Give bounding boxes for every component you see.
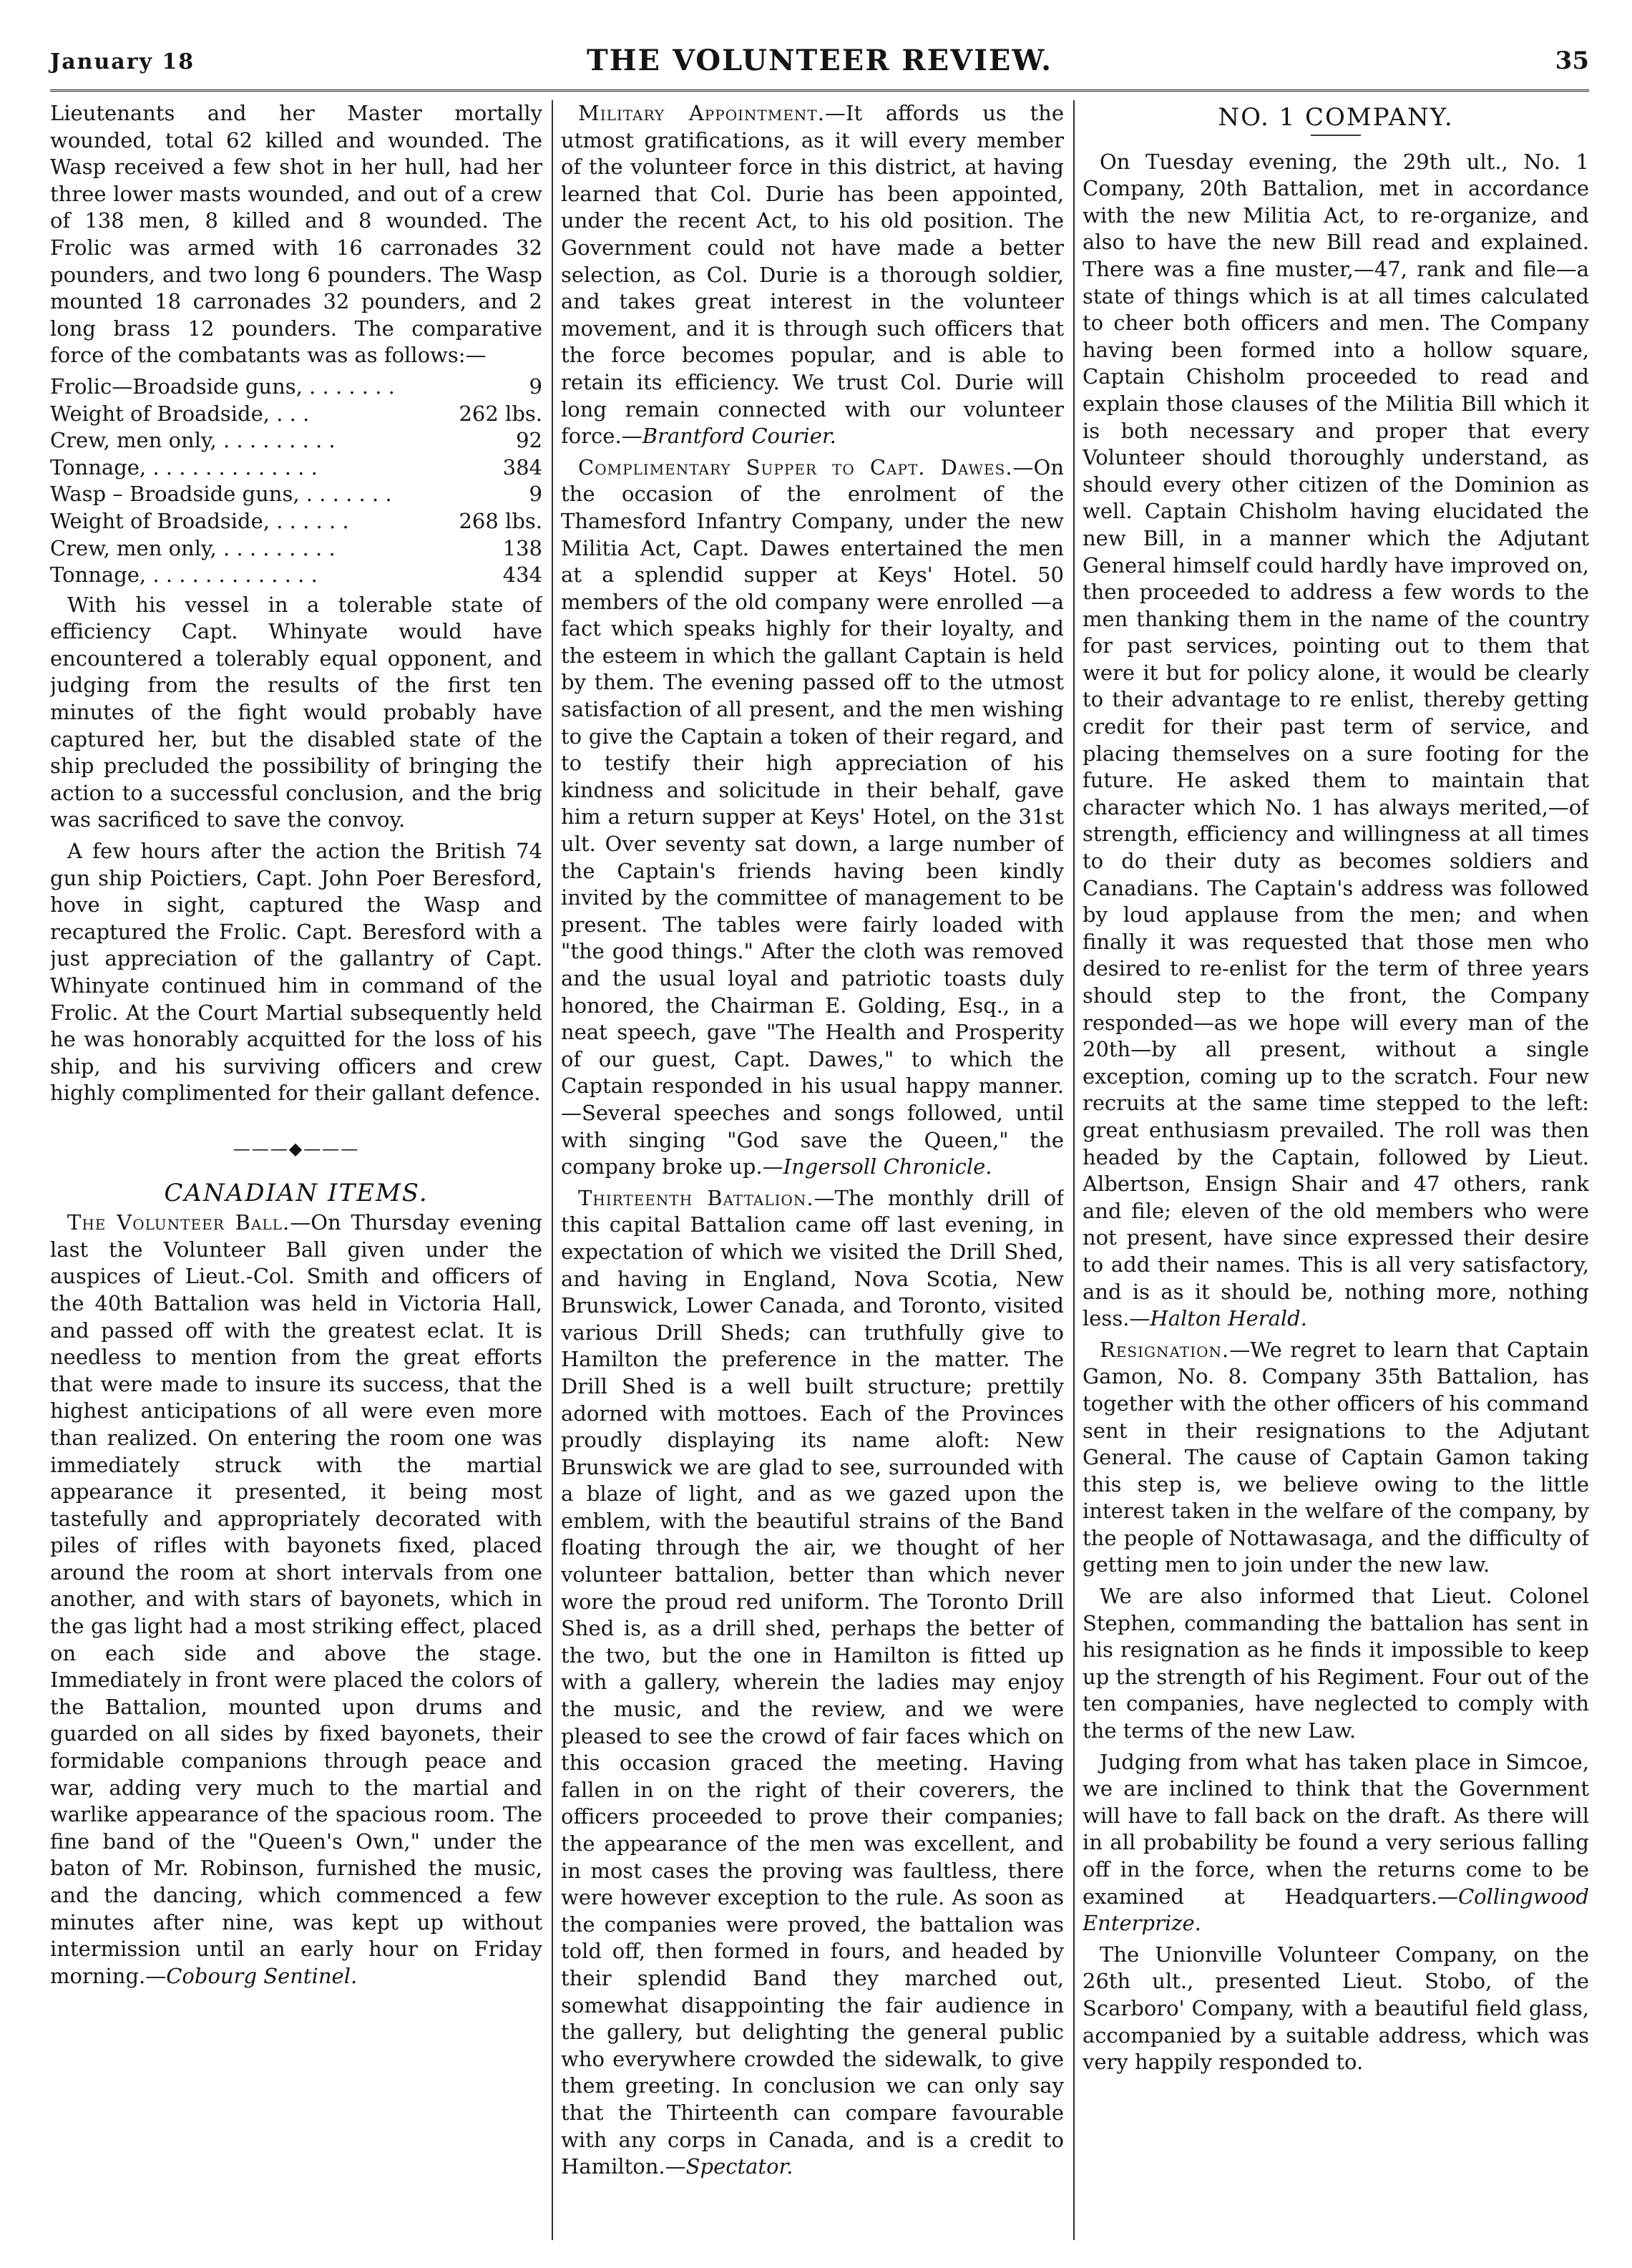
article-body: —We regret to learn that Captain Gamon, No. 8. Company 35th Battalion, has together with the other officers of his command sent in their resignations to the Adjutant General. The cause of Captain Gamon taking this step is, we believe owing to the little interest taken in the welfare of the company, by the people of Nottawasaga, and the difficulty of getting men to join under the new law.: [1083, 1337, 1589, 1577]
force-table-row: [50, 374, 542, 401]
paragraph-lieut-colonel-stephen: We are also informed that Lieut. Colonel Stephen, commanding the battalion has sent in his resignation as he finds it impossible to keep up the strength of his Regiment. Four out of the ten companies, have neglected to comply with the terms of the new Law.: [1083, 1584, 1589, 1743]
force-table-row: [50, 535, 542, 563]
article-body: Judging from what has taken place in Simcoe, we are inclined to think that the Government will have to fall back on the draft. As there will in all probability be found a very serious falling off in the force, when the returns come to be examined at Headquarters.: [1083, 1749, 1589, 1909]
force-table-value: 138: [502, 535, 542, 560]
article-complimentary-supper: [561, 454, 1064, 1181]
force-table-row: [50, 401, 542, 428]
paragraph-unionville: The Unionville Volunteer Company, on the 26th ult., presented Lieut. Stobo, of the Scarboro' Company, with a beautiful field glass, accompanied by a suitable address, which was very happily responded to.: [1083, 1942, 1589, 2075]
force-table-value: 9: [529, 482, 542, 507]
force-table-label: Frolic—Broadside guns, . . . . . . .: [50, 374, 395, 399]
article-volunteer-ball: [50, 1210, 542, 1990]
article-source: —Brantford Courier.: [621, 424, 836, 449]
force-table-label: Tonnage, . . . . . . . . . . . . .: [50, 563, 318, 588]
force-table-value: 268 lbs.: [459, 508, 542, 533]
paragraph-simcoe: [1083, 1749, 1589, 1937]
paragraph-whinyate-vessel: With his vessel in a tolerable state of efficiency Capt. Whinyate would have encountered a tolerably equal opponent, and judging from the results of the first ten minutes of the fight would probably have captured her, but the disabled state of the ship precluded the possibility of bringing the action to a successful conclusion, and the brig was sacrificed to save the convoy.: [50, 592, 542, 832]
article-body: —On the occasion of the enrolment of the Thamesford Infantry Company, under the new Militia Act, Capt. Dawes entertained the men at a splendid supper at Keys' Hotel. 50 members of the old company were enrolled —a fact which speaks highly for their loyalty, and the esteem in which the gallant Captain is held by them. The evening passed off to the utmost satisfaction of all present, and the men wishing to give the Captain a token of their regard, and to testify their high appreciation of his kindness and solicitude in their behalf, gave him a return supper at Keys' Hotel, on the 31st ult. Over seventy sat down, a large number of the Captain's friends having been kindly invited by the committee of management to be present. The tables were fairly loaded with "the good things." After the cloth was removed and the usual loyal and patriotic toasts duly honored, the Chairman E. Golding, Esq., in a neat speech, gave "The Health and Prosperity of our guest, Capt. Dawes," to which the Captain responded in his usual happy manner.—Several speeches and songs followed, until with singing "God save the Queen," the company broke up.: [561, 454, 1064, 1179]
force-table-label: Weight of Broadside, . . .: [50, 401, 310, 426]
article-lead: Military Appointment.: [578, 101, 825, 125]
page-header: [50, 39, 1589, 92]
page-number: 35: [1555, 47, 1589, 75]
force-table-label: Tonnage, . . . . . . . . . . . . .: [50, 454, 318, 480]
article-source: —Ingersoll Chronicle.: [762, 1154, 992, 1179]
article-source: —Cobourg Sentinel.: [145, 1963, 358, 1988]
article-source: —Halton Herald.: [1129, 1306, 1307, 1331]
article-body: —On Thursday evening last the Volunteer Ball given under the auspices of Lieut.-Col. Smith and officers of the 40th Battalion was held in Victoria Hall, and passed off with the greatest eclat. It is needless to mention from the great efforts that were made to insure its success, that the highest anticipations of all were even more than realized. On entering the room one was immediately struck with the martial appearance it presented, it being most tastefully and appropriately decorated with piles of rifles with bayonets fixed, placed around the room at short intervals from one another, and with stars of bayonets, which in the gas light had a most striking effect, placed on each side and above the stage. Immediately in front were placed the colors of the Battalion, mounted upon drums and guarded on all sides by fixed bayonets, their formidable companions through peace and war, adding very much to the martial and warlike appearance of the spacious room. The fine band of the "Queen's Own," under the baton of Mr. Robinson, furnished the music, and the dancing, which commenced a few minutes after nine, was kept up without intermission until an early hour on Friday morning.: [50, 1210, 542, 1988]
force-table-label: Crew, men only, . . . . . . . . .: [50, 535, 336, 560]
force-table-label: Crew, men only, . . . . . . . . .: [50, 428, 336, 453]
section-title-canadian-items: CANADIAN ITEMS.: [164, 1178, 429, 1207]
article-body: On Tuesday evening, the 29th ult., No. 1 Company, 20th Battalion, met in accordance with the new Militia Act, to re-organize, and also to have the new Bill read and explained. There was a fine muster,—47, rank and file—a state of things which is at all times calculated to cheer both officers and men. The Company having been formed into a hollow square, Captain Chisholm proceeded to read and explain those clauses of the Militia Bill which it is both necessary and proper that every Volunteer should thoroughly understand, as should every other citizen of the Dominion as well. Captain Chisholm having elucidated the new Bill, in a manner which the Adjutant General himself could hardly have improved on, then proceeded to address a few words to the men thanking them in the name of the country for past services, pointing out to them that were it but for policy alone, it would be clearly to their advantage to re enlist, thereby getting credit for their past term of service, and placing themselves on a sure footing for the future. He asked them to maintain that character which No. 1 has always merited,—of strength, efficiency and willingness at all times to do their duty as becomes soldiers and Canadians. The Captain's address was followed by loud applause from the men; and when finally it was requested that those men who desired to re-enlist for the term of three years should step to the front, the Company responded—as we hope will every man of the 20th—by all present, without a single exception, coming up to the scratch. Four new recruits at the same time stepped to the left: great enthusiasm prevailed. The roll was then headed by the Captain, followed by Lieut. Albertson, Ensign Shair and 47 others, rank and file; eleven of the old members who were not present, have since expressed their desire to add their names. This is all very satisfactory, and is as it should be, nothing more, nothing less.: [1083, 149, 1589, 1331]
heading-no-1-company: NO. 1 COMPANY.: [1218, 103, 1454, 132]
force-table-row: [50, 427, 542, 454]
article-body: —The monthly drill of this capital Battalion came off last evening, in expectation of which we visited the Drill Shed, and having in England, Nova Scotia, New Brunswick, Lower Canada, and Toronto, visited various Drill Sheds; can truthfully give to Hamilton the preference in the matter. The Drill Shed is a well built structure; prettily adorned with mottoes. Each of the Provinces proudly displaying its name aloft: New Brunswick we are glad to see, surrounded with a blaze of light, and as we gazed upon the emblem, with the beautiful strains of the Band floating through the air, we thought of her volunteer battalion, better than which never wore the proud red uniform. The Toronto Drill Shed is, as a drill shed, perhaps the better of the two, but the one in Hamilton is fitted up with a gallery, wherein the ladies may enjoy the music, and the review, and we were pleased to see the crowd of fair faces which on this occasion graced the meeting. Having fallen in on the right of their coverers, the officers proceeded to prove their companies; the appearance of the men was excellent, and in most cases the proving was faultless, there were however exception to the rule. As soon as the companies were proved, the battalion was told off, then formed in fours, and headed by their splendid Band they marched out, somewhat disappointing the fair audience in the gallery, but delighting the general public who everywhere crowded the sidewalk, to give them greeting. In conclusion we can only say that the Thirteenth can compare favourable with any corps in Canada, and is a credit to Hamilton.: [561, 1185, 1064, 2179]
article-source: —Collingwood Enterprize.: [1083, 1884, 1589, 1936]
force-table-label: Wasp – Broadside guns, . . . . . . .: [50, 482, 392, 507]
article-lead: The Volunteer Ball.: [67, 1210, 290, 1235]
force-table-value: 384: [502, 454, 542, 480]
column-2: [561, 100, 1064, 2240]
column-1: [50, 100, 542, 2240]
heading-rule: [1311, 135, 1361, 136]
paragraph-battle-casualties: Lieutenants and her Master mortally wounded, total 62 killed and wounded. The Wasp received a few shot in her hull, had her three lower masts wounded, and out of a crew of 138 men, 8 killed and 8 wounded. The Frolic was armed with 16 carronades 32 pounders, and two long 6 pounders. The Wasp mounted 18 carronades 32 pounders, and 2 long brass 12 pounders. The comparative force of the combatants was as follows:—: [50, 101, 542, 368]
article-lead: Resignation.: [1100, 1337, 1230, 1362]
article-no-1-company: [1083, 149, 1589, 1333]
article-military-appointment: [561, 100, 1064, 450]
article-source: —Spectator.: [665, 2154, 793, 2179]
column-rule-1: [552, 100, 553, 2240]
column-rule-2: [1073, 100, 1075, 2240]
force-table-value: 434: [502, 563, 542, 588]
article-thirteenth-battalion: [561, 1185, 1064, 2181]
force-table-value: 9: [529, 374, 542, 399]
article-resignation: [1083, 1337, 1589, 1579]
paragraph-poictiers: A few hours after the action the British 74 gun ship Poictiers, Capt. John Poer Beresford, hove in sight, captured the Wasp and recaptured the Frolic. Capt. Beresford with a just appreciation of the gallantry of Capt. Whinyate continued him in command of the Frolic. At the Court Martial subsequently held he was honorably acquitted for the loss of his ship, and his surviving officers and crew highly complimented for their gallant defence.: [50, 839, 542, 1106]
force-table-row: [50, 508, 542, 535]
combatant-force-table: [50, 374, 542, 589]
section-ornament: ———◆———: [233, 1138, 360, 1159]
force-table-row: [50, 454, 542, 482]
force-table-row: [50, 562, 542, 589]
force-table-value: 92: [516, 428, 542, 453]
column-3: [1083, 100, 1589, 2240]
force-table-row: [50, 481, 542, 508]
newspaper-title: THE VOLUNTEER REVIEW.: [586, 44, 1053, 77]
force-table-value: 262 lbs.: [459, 401, 542, 426]
force-table-label: Weight of Broadside, . . . . . .: [50, 508, 349, 533]
article-lead: Thirteenth Battalion.: [578, 1185, 814, 1210]
article-body: —It affords us the utmost gratifications, as it will every member of the volunteer force in this district, at having learned that Col. Durie has been appointed, under the recent Act, to his old position. The Government could not have made a better selection, as Col. Durie is a thorough soldier, and takes great interest in the volunteer movement, and it is through such officers that the force becomes popular, and is able to retain its efficiency. We trust Col. Durie will long remain connected with our volunteer force.: [561, 101, 1064, 449]
issue-date: January 18: [50, 49, 195, 74]
article-lead: Complimentary Supper to Capt. Dawes.: [578, 454, 1013, 480]
